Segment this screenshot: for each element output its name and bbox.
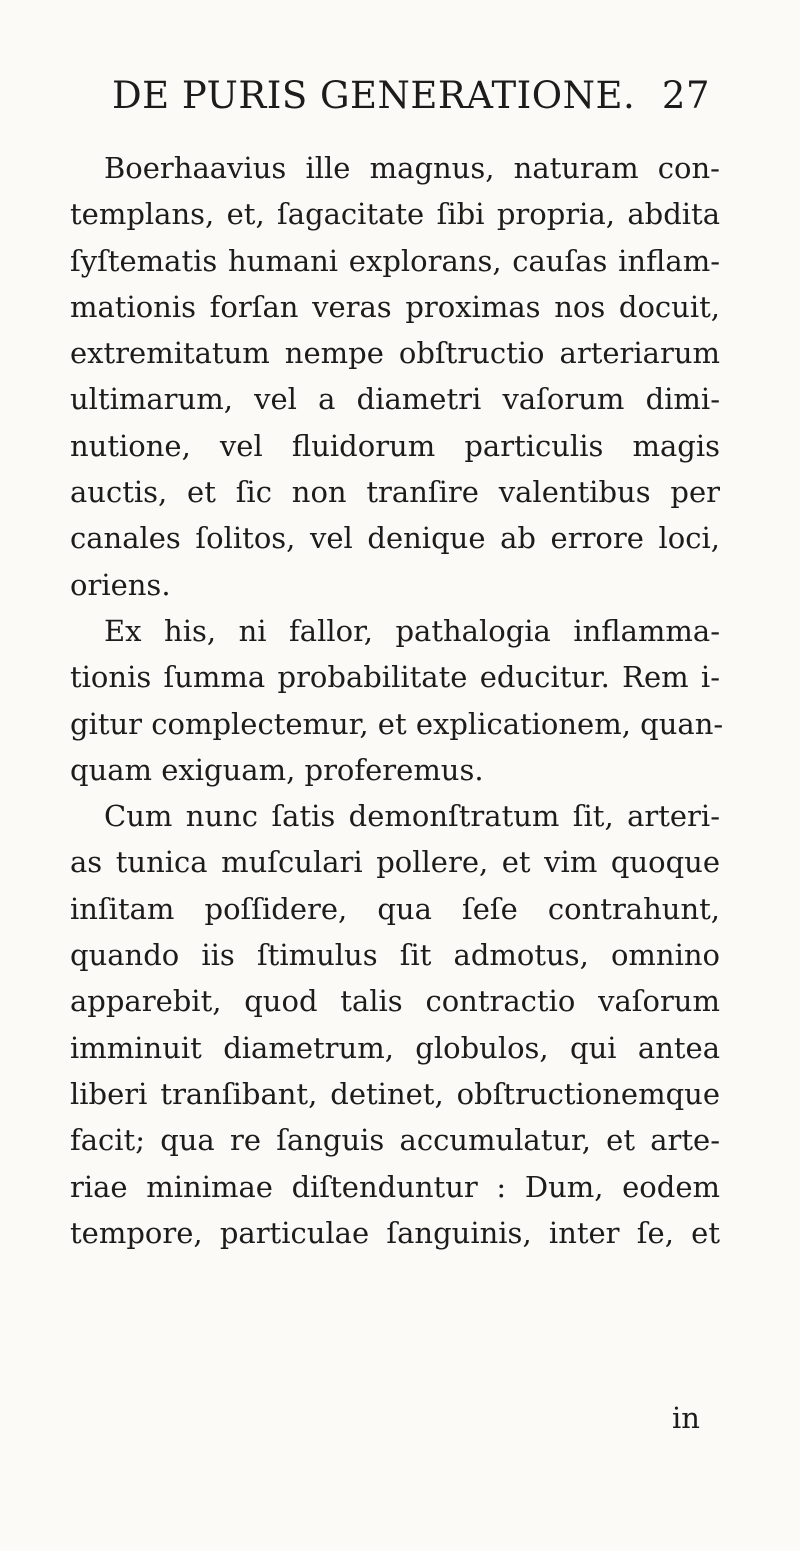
text-line: ſyſtematis humani explorans, cauſas inflam- bbox=[70, 243, 720, 278]
paragraph-1 bbox=[70, 145, 720, 608]
text-line: auctis, et ſic non tranſire valentibus per bbox=[70, 475, 720, 510]
text-line: tempore, particulae ſanguinis, inter ſe, et bbox=[70, 1215, 720, 1250]
page-number: 27 bbox=[661, 74, 710, 117]
text-line: tionis ſumma probabilitate educitur. Rem i- bbox=[70, 660, 720, 695]
text-line: riae minimae diſtenduntur : Dum, eodem bbox=[70, 1169, 720, 1204]
text-line: quando iis ſtimulus ſit admotus, omnino bbox=[70, 938, 720, 973]
text-line: facit; qua re ſanguis accumulatur, et arte- bbox=[70, 1123, 720, 1158]
body-text bbox=[70, 145, 724, 1256]
text-line: mationis forſan veras proximas nos docuit, bbox=[70, 289, 720, 324]
text-line: gitur complectemur, et explicationem, quan- bbox=[70, 706, 724, 741]
paragraph-2 bbox=[70, 608, 724, 793]
text-line: as tunica muſculari pollere, et vim quoque bbox=[70, 845, 720, 880]
text-line: Ex his, ni fallor, pathalogia inflamma- bbox=[104, 613, 720, 648]
text-line: nutione, vel fluidorum particulis magis bbox=[70, 428, 720, 463]
running-title: DE PURIS GENERATIONE. bbox=[112, 74, 636, 117]
text-line: liberi tranſibant, detinet, obſtructionemque bbox=[70, 1076, 720, 1111]
text-line: apparebit, quod talis contractio vaſorum bbox=[70, 984, 720, 1019]
paragraph-3 bbox=[70, 793, 720, 1256]
text-line: templans, et, ſagacitate ſibi propria, abdita bbox=[70, 197, 720, 232]
text-line: inſitam poſſidere, qua ſeſe contrahunt, bbox=[70, 891, 720, 926]
running-head bbox=[112, 74, 710, 126]
text-line: extremitatum nempe obſtructio arteriarum bbox=[70, 336, 720, 371]
text-line: Cum nunc ſatis demonſtratum ſit, arteri- bbox=[104, 799, 720, 834]
text-line: quam exiguam, proferemus. bbox=[70, 752, 484, 787]
catchword: in bbox=[672, 1401, 700, 1435]
text-line: Boerhaavius ille magnus, naturam con- bbox=[104, 151, 720, 185]
text-line: ultimarum, vel a diametri vaſorum dimi- bbox=[70, 382, 720, 417]
text-line: canales ſolitos, vel denique ab errore loci, bbox=[70, 521, 720, 556]
text-line: oriens. bbox=[70, 567, 171, 602]
text-line: imminuit diametrum, globulos, qui antea bbox=[70, 1030, 720, 1065]
